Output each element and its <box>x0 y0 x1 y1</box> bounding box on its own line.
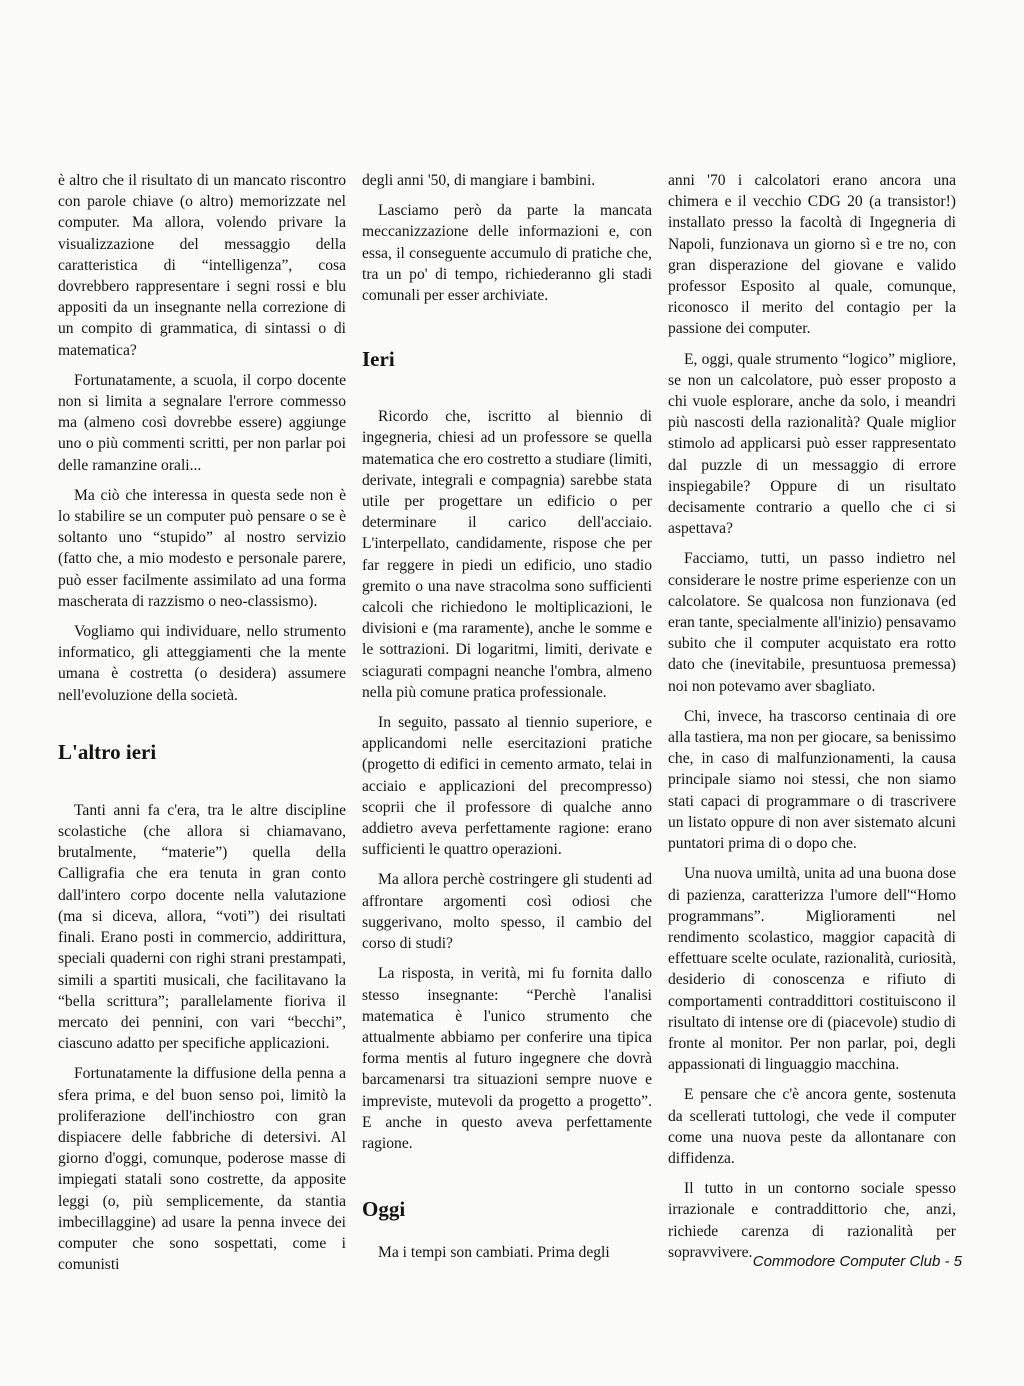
paragraph: Chi, invece, ha trascorso centinaia di ore alla tastiera, ma non per giocare, sa benissimo che, in caso di malfunzionamenti, la causa principale siamo noi stessi, che non siamo stati capaci di programmare o di trascrivere un listato oppure di non aver sistemato alcuni puntatori prima di o dopo che. <box>668 707 956 853</box>
paragraph: In seguito, passato al tiennio superiore, e applicandomi nelle esercitazioni pratiche (progetto di edifici in cemento armato, telai in acciaio e applicazioni del precompresso) scoprii che il professore di qualche anno addietro aveva perfettamente ragione: erano sufficienti le quattro operazioni. <box>362 714 652 859</box>
paragraph: Ma i tempi son cambiati. Prima degli <box>378 1244 610 1262</box>
paragraph: E, oggi, quale strumento “logico” migliore, se non un calcolatore, può esser proposto a chi vuole esplorare, anche da solo, i meandri più nascosti della razionalità? Quale miglior stimolo ad applicarsi può esser rappresentato dal puzzle di un messaggio di errore inspiegabile? Oppure di un risultato decisamente contrario a quello che ci si aspettava? <box>668 350 956 538</box>
section-heading-ieri: Ieri <box>362 347 395 372</box>
paragraph: Tanti anni fa c'era, tra le altre discipline scolastiche (che allora si chiamavano, brutalmente, “materie”) quella della Calligrafia che era tenuta in gran conto dall'intero corpo docente nella valutazione (ma si diceva, allora, “voti”) dei risultati finali. Erano posti in commercio, addirittura, speciali quaderni con righi strani prestampati, simili a spartiti musicali, che facilitavano la “bella scrittura”; parallelamente fioriva il mercato dei pennini, con vari “becchi”, ciascuno adatto per specifiche applicazioni. <box>58 801 346 1053</box>
section-heading-oggi: Oggi <box>362 1197 406 1222</box>
paragraph: Vogliamo qui individuare, nello strumento informatico, gli atteggiamenti che la mente umana è costretta (o desidera) assumere nell'evoluzione della società. <box>58 623 346 704</box>
column-2 <box>362 170 652 1272</box>
column-1 <box>58 170 346 1284</box>
page-footer: Commodore Computer Club - 5 <box>752 1253 962 1270</box>
paragraph: Facciamo, tutti, un passo indietro nel considerare le nostre prime esperienze con un calcolatore. Se qualcosa non funzionava (ed eran tante, specialmente all'inizio) pensavamo subito che il computer acquistato era rotto dato che (inevitabile, presuntuosa premessa) noi non potevamo aver sbagliato. <box>668 550 956 695</box>
paragraph: degli anni '50, di mangiare i bambini. <box>362 172 596 189</box>
paragraph: anni '70 i calcolatori erano ancora una chimera e il vecchio CDG 20 (a transistor!) installato presso la facoltà di Ingegneria di Napoli, funzionava un giorno sì e tre no, con gran disperazione del giovane e valido professor Esposito al quale, comunque, riconosco il merito del contagio per la passione dei computer. <box>668 172 956 338</box>
paragraph: Fortunatamente la diffusione della penna a sfera prima, e del buon senso poi, limitò la proliferazione dell'inchiostro con gran dispiacere delle fabbriche di detersivi. Al giorno d'oggi, comunque, poderose masse di impiegati statali sono costrette, da apposite leggi (o, più semplicemente, da stantia imbecillaggine) ad usare la penna invece dei computer che sono sospettati, come i comunisti <box>58 1065 346 1274</box>
paragraph: La risposta, in verità, mi fu fornita dallo stesso insegnante: “Perchè l'analisi matematica è l'unico strumento che attualmente abbiamo per conferire una tipica forma mentis al futuro ingegnere che dovrà barcamenarsi tra situazioni sempre nuove e impreviste, mutevoli da progetto a progetto”. E anche in questo aveva perfettamente ragione. <box>362 965 652 1152</box>
column-3 <box>668 170 956 1272</box>
paragraph: è altro che il risultato di un mancato riscontro con parole chiave (o altro) memorizzate nel computer. Ma allora, volendo privare la visualizzazione del messaggio della caratteristica di “intelligenza”, cosa dovrebbero rappresentare i segni rossi e blu appositi da un insegnante nella correzione di un compito di grammatica, di sintassi o di matematica? <box>58 172 346 359</box>
paragraph: Lasciamo però da parte la mancata meccanizzazione delle informazioni e, con essa, il conseguente accumulo di pratiche che, tra un po' di tempo, richiederanno gli stadi comunali per esser archiviate. <box>362 202 652 305</box>
paragraph: Ma ciò che interessa in questa sede non è lo stabilire se un computer può pensare o se è soltanto uno “stupido” al nostro servizio (fatto che, a mio modesto e personale parere, può esser facilmente assimilato ad una forma mascherata di razzismo o neo-classismo). <box>58 486 346 610</box>
paragraph: Fortunatamente, a scuola, il corpo docente non si limita a segnalare l'errore commesso ma (almeno così dovrebbe essere) aggiunge uno o più commenti scritti, per non parlar poi delle ramanzine orali... <box>58 371 346 474</box>
paragraph: Una nuova umiltà, unita ad una buona dose di pazienza, caratterizza l'umore dell'“Homo programmans”. Miglioramenti nel rendimento scolastico, maggior capacità di effettuare scelte oculate, razionalità, curiosità, desiderio di conoscenza e rifiuto di comportamenti contraddittori costituiscono il risultato di intense ore di (piacevole) studio di fronte al monitor. Per non parlar, poi, degli appassionati di linguaggio macchina. <box>668 865 956 1074</box>
section-heading-laltro-ieri: L'altro ieri <box>58 739 157 764</box>
paragraph: Ma allora perchè costringere gli studenti ad affrontare argomenti così odiosi che suggerivano, molto spesso, il cambio del corso di studi? <box>362 871 652 953</box>
paragraph: E pensare che c'è ancora gente, sostenuta da scellerati tuttologi, che vede il computer come una nuova peste da allontanare con diffidenza. <box>668 1086 956 1167</box>
paragraph: Il tutto in un contorno sociale spesso irrazionale e contraddittorio che, anzi, richiede carenza di razionalità per sopravvivere. <box>668 1180 956 1261</box>
paragraph: Ricordo che, iscritto al biennio di ingegneria, chiesi ad un professore se quella matematica che ero costretto a studiare (limiti, derivate, integrali e compagnia) sarebbe stata utile per progettare un edificio o per determinare il carico dell'acciaio. L'interpellato, candidamente, rispose che per far reggere in piedi un edificio, uno stadio gremito o una nave stracolma sono sufficienti calcoli che richiedono le moltiplicazioni, le divisioni e (ma raramente), anche le somme e le sottrazioni. Di logaritmi, limiti, derivate e sciagurati compagni neanche l'ombra, almeno nella più comune pratica professionale. <box>362 408 652 701</box>
